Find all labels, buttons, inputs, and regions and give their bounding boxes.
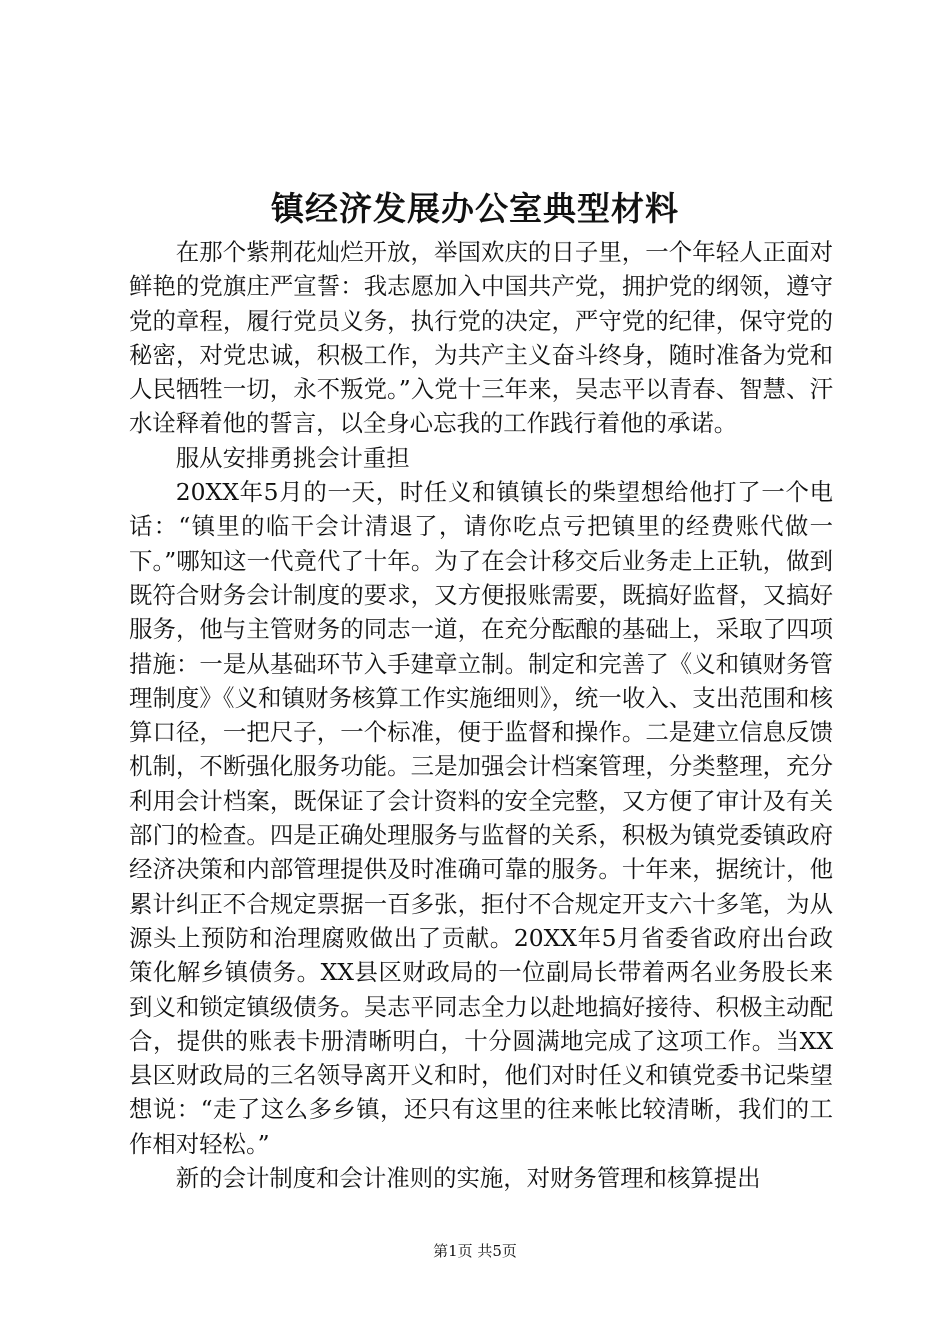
section-heading: 服从安排勇挑会计重担 (175, 443, 410, 472)
paragraph-new-system: 新的会计制度和会计准则的实施，对财务管理和核算提出 (175, 1164, 761, 1193)
paragraph-intro: 在那个紫荆花灿烂开放，举国欢庆的日子里，一个年轻人正面对鲜艳的党旗庄严宣誓：我志愿加入中国共产党，拥护党的纲领，遵守党的章程，履行党员义务，执行党的决定，严守党的纪律，保守党的秘密，对党忠诚，积极工作，为共产主义奋斗终身，随时准备为党和人民牺牲一切，永不叛党。”入党十三年来，吴志平以青春、智慧、汗水诠释着他的誓言，以全身心忘我的工作践行着他的承诺。 (129, 238, 833, 438)
page-number-footer: 第1页 共5页 (433, 1242, 517, 1260)
document-title: 镇经济发展办公室典型材料 (271, 189, 679, 228)
paragraph-accounting: 20XX年5月的一天，时任义和镇镇长的柴望想给他打了一个电话：“镇里的临干会计清退了，请你吃点亏把镇里的经费账代做一下。”哪知这一代竟代了十年。为了在会计移交后业务走上正轨，做到既符合财务会计制度的要求，又方便报账需要，既搞好监督，又搞好服务，他与主管财务的同志一道，在充分酝酿的基础上，采取了四项措施：一是从基础环节入手建章立制。制定和完善了《义和镇财务管理制度》《义和镇财务核算工作实施细则》，统一收入、支出范围和核算口径，一把尺子，一个标准，便于监督和操作。二是建立信息反馈机制，不断强化服务功能。三是加强会计档案管理，分类整理，充分利用会计档案，既保证了会计资料的安全完整，又方便了审计及有关部门的检查。四是正确处理服务与监督的关系，积极为镇党委镇政府经济决策和内部管理提供及时准确可靠的服务。十年来，据统计，他累计纠正不合规定票据一百多张，拒付不合规定开支六十多笔，为从源头上预防和治理腐败做出了贡献。20XX年5月省委省政府出台政策化解乡镇债务。XX县区财政局的一位副局长带着两名业务股长来到义和锁定镇级债务。吴志平同志全力以赴地搞好接待、积极主动配合，提供的账表卡册清晰明白，十分圆满地完成了这项工作。当XX县区财政局的三名领导离开义和时，他们对时任义和镇党委书记柴望想说：“走了这么多乡镇，还只有这里的往来帐比较清晰，我们的工作相对轻松。” (129, 478, 833, 1158)
document-body (129, 235, 833, 1195)
